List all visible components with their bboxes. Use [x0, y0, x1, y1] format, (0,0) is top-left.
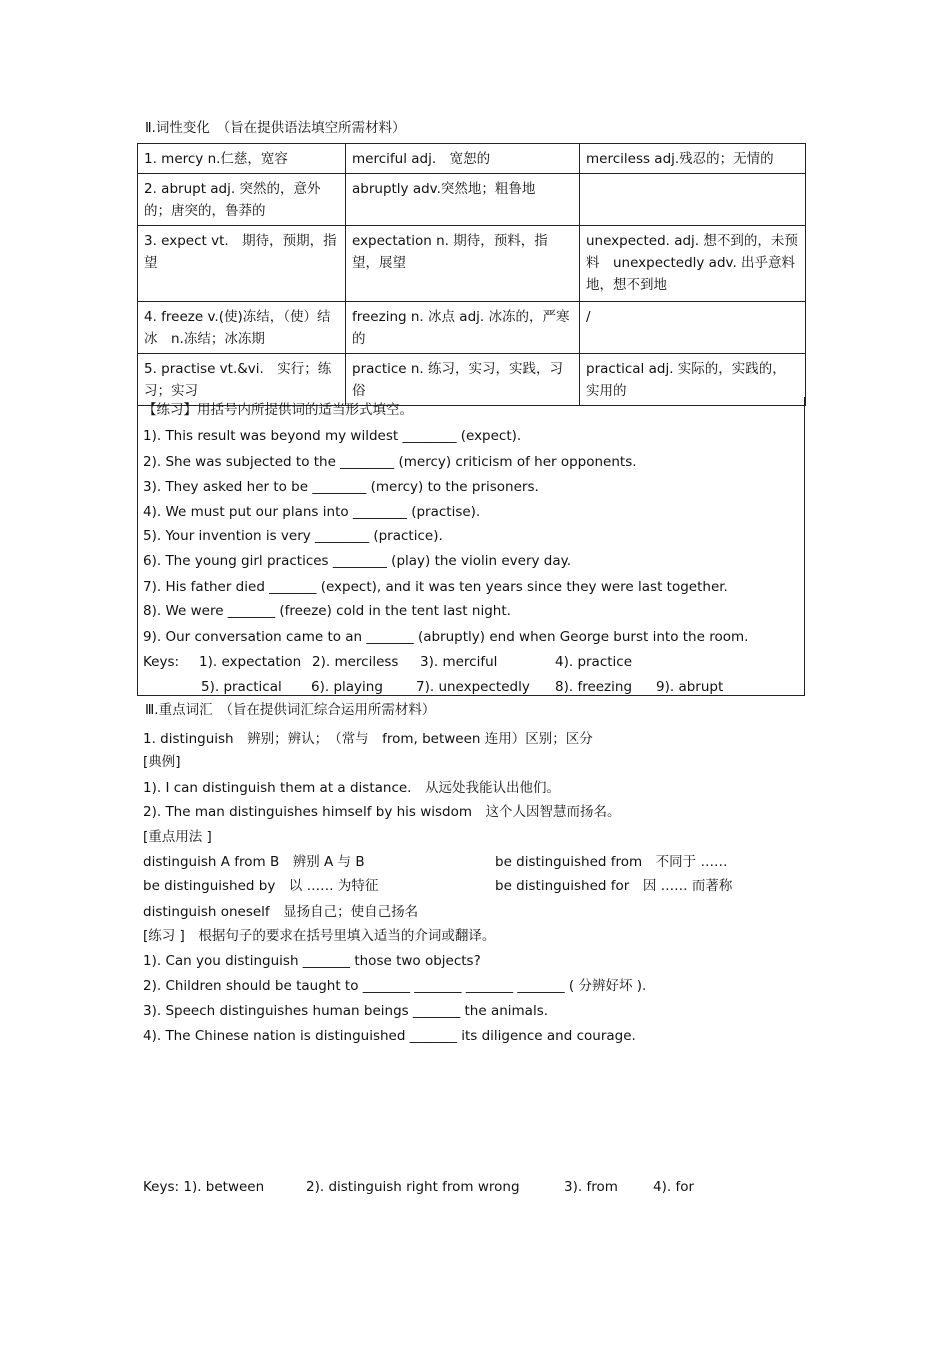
key-item: 4). practice: [555, 654, 633, 670]
key-item: 3). merciful: [420, 654, 498, 670]
practice-item: 3). Speech distinguishes human beings _______ the animals.: [143, 1003, 549, 1019]
table-cell: 1. mercy n.仁慈，宽容: [138, 144, 346, 174]
exercise-item: 3). They asked her to be ________ (mercy) to the prisoners.: [143, 479, 539, 495]
key-item: 4). for: [653, 1179, 695, 1195]
table-row: [138, 174, 806, 226]
table-row: [138, 226, 806, 302]
vocab-entry: 1. distinguish 辨别；辨认； （常与 from, between 连用）区别；区分: [143, 731, 593, 747]
keys-label: Keys: 1). between: [143, 1179, 265, 1195]
table-cell: 4. freeze v.(使)冻结，（使）结冰 n.冻结；冰冻期: [138, 302, 346, 354]
key-item: 2). distinguish right from wrong: [306, 1179, 520, 1195]
table-cell: freezing n. 冰点 adj. 冰冻的，严寒的: [346, 302, 580, 354]
usage-label: [重点用法 ]: [143, 829, 212, 845]
practice-item: 4). The Chinese nation is distinguished _______ its diligence and courage.: [143, 1028, 636, 1044]
usage-item: distinguish oneself 显扬自己；使自己扬名: [143, 904, 419, 920]
table-cell: merciless adj.残忍的；无情的: [580, 144, 806, 174]
exercise-item: 9). Our conversation came to an _______ (abruptly) end when George burst into the room.: [143, 629, 749, 645]
practice-item: 2). Children should be taught to _______ _______ _______ _______ ( 分辨好坏 ).: [143, 978, 647, 994]
key-item: 3). from: [564, 1179, 618, 1195]
key-item: 5). practical: [201, 679, 282, 695]
examples-label: [典例]: [143, 754, 181, 770]
table-cell: expectation n. 期待，预料，指望，展望: [346, 226, 580, 302]
key-item: 9). abrupt: [656, 679, 724, 695]
keys-label: Keys:: [143, 654, 180, 670]
usage-item: be distinguished for 因 …… 而著称: [495, 878, 733, 894]
table-cell: /: [580, 302, 806, 354]
example-sentence: 2). The man distinguishes himself by his wisdom 这个人因智慧而扬名。: [143, 804, 621, 820]
exercise-title: 【练习】用括号内所提供词的适当形式填空。: [143, 402, 413, 418]
section2-title: Ⅱ.词性变化 （旨在提供语法填空所需材料）: [145, 120, 406, 136]
section3-title: Ⅲ.重点词汇 （旨在提供词汇综合运用所需材料）: [145, 702, 436, 718]
table-cell: unexpected. adj. 想不到的，未预料 unexpectedly adv. 出乎意料地，想不到地: [580, 226, 806, 302]
exercise-item: 1). This result was beyond my wildest ________ (expect).: [143, 428, 522, 444]
usage-item: be distinguished from 不同于 ……: [495, 854, 728, 870]
table-cell: 5. practise vt.&vi. 实行；练习；实习: [138, 354, 346, 406]
key-item: 2). merciless: [312, 654, 399, 670]
exercise-item: 4). We must put our plans into ________ (practise).: [143, 504, 481, 520]
key-item: 8). freezing: [555, 679, 633, 695]
table-row: [138, 144, 806, 174]
exercise-item: 8). We were _______ (freeze) cold in the tent last night.: [143, 603, 511, 619]
table-cell: practice n. 练习，实习，实践，习俗: [346, 354, 580, 406]
table-cell: 2. abrupt adj. 突然的，意外的；唐突的，鲁莽的: [138, 174, 346, 226]
example-sentence: 1). I can distinguish them at a distance. 从远处我能认出他们。: [143, 780, 560, 796]
table-cell: abruptly adv.突然地；粗鲁地: [346, 174, 580, 226]
exercise-item: 5). Your invention is very ________ (practice).: [143, 528, 443, 544]
table-cell: merciful adj. 宽恕的: [346, 144, 580, 174]
exercise-item: 7). His father died _______ (expect), and it was ten years since they were last together.: [143, 579, 728, 595]
word-forms-table: [137, 143, 806, 406]
key-item: 6). playing: [311, 679, 383, 695]
exercise-item: 6). The young girl practices ________ (play) the violin every day.: [143, 553, 572, 569]
usage-item: be distinguished by 以 …… 为特征: [143, 878, 379, 894]
practice-label: [练习 ] 根据句子的要求在括号里填入适当的介词或翻译。: [143, 928, 496, 944]
key-item: 1). expectation: [199, 654, 302, 670]
exercise-item: 2). She was subjected to the ________ (mercy) criticism of her opponents.: [143, 454, 637, 470]
key-item: 7). unexpectedly: [416, 679, 530, 695]
practice-item: 1). Can you distinguish _______ those two objects?: [143, 953, 481, 969]
table-cell: 3. expect vt. 期待，预期，指望: [138, 226, 346, 302]
usage-item: distinguish A from B 辨别 A 与 B: [143, 854, 365, 870]
table-cell: practical adj. 实际的，实践的，实用的: [580, 354, 806, 406]
table-cell: [580, 174, 806, 226]
table-row: [138, 302, 806, 354]
